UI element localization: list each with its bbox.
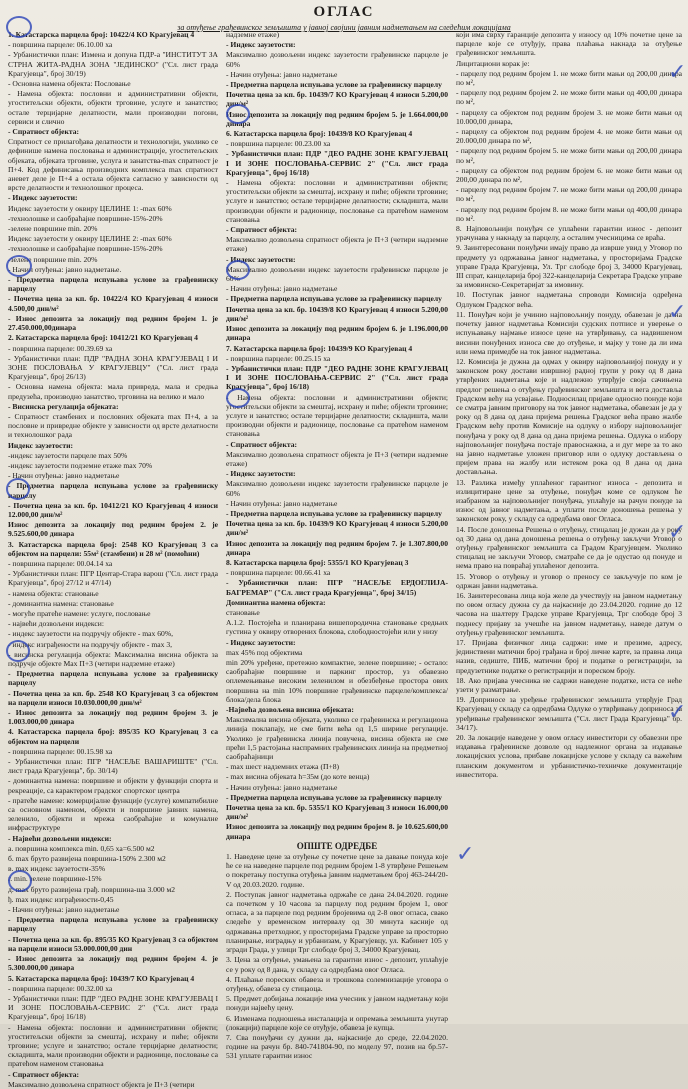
col2-paragraph: -Највећа дозвољена висина објеката:	[226, 705, 354, 715]
col2-paragraph: - Индекс заузетости:	[226, 254, 296, 264]
col1-paragraph: - Основна намена објекта: Пословање	[8, 79, 131, 89]
col2-paragraph: - површина парцеле: 00.23.00 ха	[226, 139, 331, 149]
col1-paragraph: 5. Катастарска парцела број: 10439/7 КО Крагујевац 4	[8, 973, 195, 983]
col2-paragraph: 7. Катастарска парцела број: 10439/9 КО Крагујевац 4	[226, 343, 413, 353]
col1-paragraph: - Урбанистички план: Измена и допуна ПДР-а "ИНСТИТУТ ЗА СТРНА ЖИТА-РАДНА ЗОНА "ЈЕДИНСКО" ("Сл. лист града Крагујевца", број 30/19)	[8, 50, 218, 78]
col1-paragraph: - Предметна парцела испуњава услове за грађевинску парцелу	[8, 275, 218, 294]
col2-paragraph: 6. Катастарска парцела број: 10439/8 КО Крагујевац 4	[226, 129, 413, 139]
col1-paragraph: - Предметна парцела испуњава услове за грађевинску парцелу	[8, 669, 218, 688]
col1-paragraph: - Износ депозита за локацију под редним бројем 3. је 1.003.000,00 динара	[8, 708, 218, 727]
col1-paragraph: -индекс заузетости подземне етаже max 70%	[8, 460, 153, 470]
col2-paragraph: Почетна цена за кп. бр. 10439/9 КО Крагујевац 4 износи 5.200,00 дин/м²	[226, 519, 448, 538]
col2-paragraph: Износ депозита за локацију под редним бројем 7. је 1.307.800,00 динара	[226, 538, 448, 557]
col1-paragraph: - доминантна намена: површине и објекти у функцији спорта и рекреације, са карактером градског спортског центра	[8, 776, 218, 795]
col2-paragraph: надземне етаже)	[226, 30, 280, 39]
col3-paragraph: 12. Комисија је дужна да одмах у оквиру најповољнијој понуду и у законском року достави извршној радној групи у року од 8 дана утврђених надметања које и надлежно утврђује своја сачињена предлог решења о отуђењу грађевинског земљишта и вега доставља Градском већу на усвајање. Подносилац пријаве односно понуде који се сматра јавним приговору на ток јавног надметања, обавезан је да у року од 8 дана од дана пријема решења Градског већа право жалбе Градском већу против Комисије на одлуку о избору најповољнијег понуђача у року од 8 дана од дана пријема решења. Одлука о избору најповољнијег понуђача постаје правоснажна, а и дуг мере за то ако на јавно надметање уложен приговор или о одлуку достављена о пријем права на жалбу или истеком рока од 8 дана од дана достављања.	[456, 356, 682, 477]
col3-paragraph: 10. Поступак јавног надметања спроводи Комисија одређена Одлуком Градског већа.	[456, 290, 682, 309]
col2-paragraph: 6. Изменама подношења инсталација и опремања земљишта унутар (локацији) парцеле које се отуђује, обавеза је купца.	[226, 1013, 448, 1032]
col1-paragraph: - Урбанистички план: ПДР "ДЕО РАДНЕ ЗОНЕ КРАГУЈЕВАЦ I И ЗОНЕ ПОСЛОВАЊА-СЕРВИС 2" ("Сл. лист града Крагујевца", број 16/18)	[8, 993, 218, 1022]
col3-paragraph: 11. Понуђач који је учинио најповољнију понуду, обавезан је да на почетку јавног надметања Комисији судских потписе и уверење о испуњавању најмање износе цене на утврђивању, са надвишеном висини понуђених износа све до отуђење, и мајку у тоне да ли има или нема примедбе на ток јавног надметања.	[456, 309, 682, 356]
col1-paragraph: - Начин отуђења: јавно надметање	[8, 905, 120, 915]
col1-paragraph: Индекс заузетости у оквиру ЦЕЛИНЕ 1: -max 60%	[8, 203, 172, 213]
col2-paragraph: - Предметна парцела испуњава услове за грађевинску парцелу	[226, 294, 442, 304]
col2-paragraph: - max шест надземних етажа (П+8)	[226, 762, 340, 772]
col1-paragraph: - површина парцеле: 00.15.98 ха	[8, 746, 113, 756]
col1-paragraph: - Највећи дозвољени индекси:	[8, 833, 112, 843]
col1-paragraph: - Урбанистички план: ПДР "РАДНА ЗОНА КРАГУЈЕВАЦ I И ЗОНЕ ПОСЛОВАЊА У КРАГУЈЕВЦУ" ("Сл. лист града Крагујевца", број 26/13)	[8, 353, 218, 382]
col2-paragraph: - Предметна парцела испуњава услове за грађевинску парцелу	[226, 508, 442, 518]
handwritten-check-mark: ✓	[456, 842, 475, 867]
col1-paragraph: ђ. max индекс изграђености-0,45	[8, 894, 114, 904]
col3-paragraph: Лицитациони корак је:	[456, 58, 530, 68]
col1-paragraph: - Намена објекта: пословни и административни објекти, угоститељски објекти, објекти трговине, услуге и занатство; остале терцијарне делатности, мали производни погони, сервиси и слично	[8, 89, 218, 126]
col1-paragraph: 1. Катастарска парцела број: 10422/4 КО Крагујевац 4	[8, 30, 195, 39]
col2-paragraph: - површина парцеле: 00.66.41 ха	[226, 568, 331, 578]
col2-paragraph: Максимално дозвољена спратност објекта је П+3 (четири надземне етаже)	[226, 235, 448, 254]
col1-paragraph: - Износ депозита за локацију под редним бројем 4. је 5.300.000,00 динара	[8, 954, 218, 973]
col1-paragraph: д. max бруто развијена грађ. површина-ша 3.000 м2	[8, 884, 176, 894]
col2-paragraph: - Урбанистички план: ПДР "ДЕО РАДНЕ ЗОНЕ КРАГУЈЕВАЦ I И ЗОНЕ ПОСЛОВАЊА-СЕРВИС 2" ("Сл. лист града Крагујевца", број 16/18)	[226, 363, 448, 392]
col1-paragraph: - Почетна цена за кп. бр. 2548 КО Крагујевац 3 са објектом на парцели износи 10.030.000,00 дин/м²	[8, 688, 218, 707]
col1-paragraph: - Начин отуђења: јавно надметање	[8, 471, 120, 481]
col3-paragraph: 19. Доприносе за уређење грађевинског земљишта утврђује Град Крагујевац у складу са одредбама Одлуке о утврђивању доприноса за уређивање грађевинског земљишта ("Сл. лист Града Крагујевца" бр. 34/17).	[456, 695, 682, 732]
col1-paragraph: - површина парцеле: 00.32.00 ха	[8, 983, 113, 993]
col1-paragraph: - површина парцеле: 00.39.69 ха	[8, 343, 113, 353]
col3-paragraph: - парцелу под редним бројем 8. не може бити мањи од 400,00 динара по м².	[456, 204, 682, 223]
col2-paragraph: - Начин отуђења: јавно надметање	[226, 498, 338, 508]
col3-paragraph: - парцелу са објектом под редним бројем 3. не може бити мањи од 10.000,00 динара,	[456, 107, 682, 126]
col1-paragraph: - Урбанистички план: ПГР "НАСЕЉЕ ВАШАРИШТЕ" ("Сл. лист града Крагујевца", бр. 30/14)	[8, 757, 218, 776]
col3-paragraph: - парцелу под редним бројем 1. не може бити мањи од 200,00 динара по м²,	[456, 68, 682, 88]
col1-paragraph: 3. Катастарска парцела број: 2548 КО Крагујевац 3 са објектом на парцели: 55м² (стамбени) и 28 м² (помоћни)	[8, 539, 218, 558]
col2-paragraph: А.1.2. Постојећа и планирана вишепородична становање средњих густина у оквиру отворених блокова, слободностојећи или у низу	[226, 618, 448, 637]
col3-paragraph: 15. Уговор о отуђењу и уговор о преносу се закључује по ком је одржан јавни надметања.	[456, 571, 682, 590]
column-left	[8, 30, 218, 1089]
col3-paragraph: - парцелу са објектом под редним бројем 6. не може бити мањи од 200,00 динара по м²,	[456, 165, 682, 185]
col1-paragraph: в. max индекс заузетости-35%	[8, 864, 106, 874]
col1-paragraph: -технолошке и саобраћајне површине-15%-20%	[8, 244, 163, 254]
col3-paragraph: 8. Најповољнији понуђач се уплаћени гарантни износ - депозит урачунава у накнаду за парцелу, а осталим учесницима се враћа.	[456, 224, 682, 243]
handwritten-check-mark: ✓	[668, 520, 687, 545]
col3-paragraph: 16. Заинтересована лица која желе да учествују на јавном надметању по овом огласу дужна су да најкасније до 23.04.2020. године до 12 часова на шалтеру Градске управе Крагујевца, Трг слободе број 3 поднесу пријаву за учешће на јавном надметању, наведе датум о отуђењу грађевинског земљишта.	[456, 590, 682, 637]
handwritten-check-mark: ✓	[668, 700, 687, 725]
col2-paragraph: - Намена објекта: пословни и административни објекти; угоститељски објекти за смештај, исхрану и пиће; објекти трговине; услуге и занатство; остале терцијарне делатности; складишта, мали производни објекти и радионице, пословање са пратећом наменом становања	[226, 178, 448, 224]
col2-paragraph: Почетна цена за кп. бр. 10439/7 КО Крагујевац 4 износи 5.200,00 дин/м²	[226, 90, 448, 109]
col2-paragraph: ОПШТЕ ОДРЕДБЕ	[296, 840, 378, 851]
col1-paragraph: - намена објекта: становање	[8, 588, 99, 598]
col1-paragraph: - доминантна намена: становање	[8, 598, 114, 608]
col2-paragraph: max 45% под објектима	[226, 647, 303, 657]
col2-paragraph: Износ депозита за локацију под редним бројем 5. је 1.664.000,00 динара	[226, 109, 448, 128]
col2-paragraph: Износ депозита за локацију под редним бројем 8. је 10.625.600,00 динара	[226, 822, 448, 841]
col1-paragraph: - висинска регулација објекта: Максимална висина објекта за подручје објекте Мах П+3 (четири надземне етаже)	[8, 649, 218, 668]
col1-paragraph: - површина парцеле: 06.10.00 ха	[8, 40, 113, 50]
col3-paragraph: 13. Разлика између уплаћеног гарантног износа - депозита и излицитиране цене за отуђење, понуђач коме се одлуком ће изабраном за најповољнијег понуђача, уплаћује на рачун понуде за износ од јавног надметања, а уплати после доношења решења у законском року, у складу са одредбама овог Огласа.	[456, 477, 682, 524]
col2-paragraph: - Начин отуђења: јавно надметање	[226, 782, 338, 792]
col2-paragraph: 8. Катастарска парцела број: 5355/1 КО Крагујевац 3	[226, 557, 409, 567]
handwritten-check-mark: ✓	[668, 300, 687, 325]
col2-paragraph: - Спратност објекта:	[226, 225, 298, 235]
col1-paragraph: Износ депозита за локацију под редним бројем 2. је 9.525.600,00 динара	[8, 520, 218, 539]
col3-paragraph: 18. Ако пријава учесника не садржи наведене податке, иста се неће узети у разматрање.	[456, 675, 682, 695]
column-middle	[226, 30, 448, 1061]
col2-paragraph: Максимално дозвољени индекс заузетости грађевинске парцеле је 60%	[226, 479, 448, 498]
notice-subtitle: за отуђење грађевинског земљишта у јавној својини јавним надметањем на следећим локацијама	[177, 23, 511, 32]
handwritten-check-mark: ✓	[668, 60, 687, 85]
col2-paragraph: Максимално дозвољени индекс заузетости грађевинске парцеле је 60%	[226, 50, 448, 69]
col1-paragraph: - Почетна цена за кп. бр. 895/35 КО Крагујевац 3 са објектом на парцели износи 53.000.000,00 дин	[8, 934, 218, 953]
col3-paragraph: 9. Заинтересовани понуђачи имају право да изврше увид у Уговор по предмету уз одржавања јавног надметања, у просторијама Градске управе Града Крагујевца, Ул. Трг слободе број 3, 34000 Крагујевац, III спрат, канцеларија број 322-канцеларија Секретара Градске управе за имовинско-Секретаријат за имовину.	[456, 243, 682, 290]
col2-paragraph: 5. Предмет добијања локације има учесник у јавном надметању који понуди највећу цену.	[226, 994, 448, 1013]
col1-paragraph: Индекс заузетости:	[8, 440, 74, 450]
col1-paragraph: - највећи дозвољени индекси:	[8, 619, 104, 629]
col2-paragraph: - Спратност објекта:	[226, 439, 298, 449]
col1-paragraph: 2. Катастарска парцела број: 10412/21 КО Крагујевац 4	[8, 333, 198, 343]
col3-paragraph: - парцелу са објектом под редним бројем 4. не може бити мањи од 20.000,00 динара по м²,	[456, 127, 682, 146]
col1-paragraph: -технолошке и саобраћајне површине-15%-20%	[8, 213, 163, 223]
col2-paragraph: Износ депозита за локацију под редним бројем 6. је 1.196.000,00 динара	[226, 324, 448, 343]
col1-paragraph: - Износ депозита за локацију под редним бројем 1. је 27.450.000,00динара	[8, 313, 218, 333]
col1-paragraph: Максимално дозвољена спратност објекта је П+3 (четири	[8, 1079, 195, 1089]
col1-paragraph: - Спратност објекта:	[8, 127, 80, 137]
col3-paragraph: 20. За локације наведене у овом огласу инвеститори су обавезни пре издавања грађевинске дозволе од надлежног органа за издавање локацијских услова, прибаве локацијске услове у складу са важећим планским документом и урбанистичко-техничке документације инвеститора.	[456, 733, 682, 779]
col3-paragraph: који има сврху гаранције депозита у износу од 10% почетне цене за парцеле које се отуђују, права плаћања накнада за отуђење грађевинског земљишта.	[456, 30, 682, 58]
col2-paragraph: 4. Плаћање пореских обавеза и трошкова солемнизације уговора о отуђењу, обавеза су стицаоца.	[226, 974, 448, 993]
col1-paragraph: Индекс заузетости у оквиру ЦЕЛИНЕ 2: -max 60%	[8, 234, 172, 244]
col1-paragraph: -зелене површине min. 20%	[8, 224, 98, 234]
col1-paragraph: - површина парцеле: 00.04.14 ха	[8, 558, 113, 568]
col2-paragraph: 2. Поступак јавног надметања одржаће се дана 24.04.2020. године са почетком у 10 часова за парцелу под редним бројем 1, овог огласа, а за парцеле под редним бројевима од 2-8 овог огласа, свако следеће у временском интервалу од 30 минута касније од одржавања претходног, у просторијама Градске управе за просторно планирање, изградњу и урбанизам, у Крагујевцу, ул. Кабинет 105 у згради Града, у улици Трг слободе број 3, 34000 Крагујевац.	[226, 889, 448, 955]
col2-paragraph: Максимална висина објеката, уколико се грађевинска и регулациона линија поклапају, не сме бити већа од 1,5 ширине регулације. Уколико је грађевинска линија повучена, висина објекта не сме прећи 1,5 растојања наспрамних грађевинских линија на предметној саобраћајници	[226, 715, 448, 762]
col1-paragraph: - Спратност стамбених и пословних објеката max П+4, а за пословне и привредне објекте у зависности од врсте делатности и технолошког рада	[8, 411, 218, 440]
notice-title: ОГЛАС	[313, 4, 375, 20]
col1-paragraph: -зелене површине min. 20%	[8, 254, 98, 264]
col2-paragraph: - Начин отуђења: јавно надметање	[226, 69, 338, 79]
col2-paragraph: - Урбанистички план: ПГР "НАСЕЉЕ ЕРДОГЛИЈА-БАГРЕМАР" ("Сл. лист града Крагујевца", број 34/15)	[226, 578, 448, 597]
col3-paragraph: - парцелу под редним бројем 2. не може бити мањи од 400,00 динара по м²,	[456, 88, 682, 107]
col3-paragraph: 14. После доношења Решења о отуђењу, стицалац је дужан да у року од 30 дана од дана доношења решења о отуђењу закључи Уговор о отуђењу грађевинског земљишта са Градом Крагујевцем. Уколико стицалац не закључи Уговор, сматраће се да је одустао од понуде и нема право на повраћај уплаћеног депозита.	[456, 524, 682, 571]
col1-paragraph: г. min. зелене површине-15%	[8, 874, 102, 884]
col1-paragraph: - Намена објекта: пословни и административни објекти; угоститељски објекти за смештај, исхрану и пиће; објекти трговине; услуге и занатство; остале терцијарне делатности; складишта, мали производни објекти и радионице, пословање са пратећом наменом становања	[8, 1022, 218, 1069]
col2-paragraph: - Индекс заузетости:	[226, 40, 296, 50]
col1-paragraph: - Спратност објекта:	[8, 1069, 80, 1079]
col2-paragraph: Почетна цена за кп. бр. 5355/1 КО Крагујевац 3 износи 16.000,00 дин/м²	[226, 803, 448, 822]
col2-paragraph: 1. Наведене цене за отуђење су почетне цене за давање понуда које ће се на наведене парцеле под редним бројем 1-8 утврђене Решењем о покретању поступка отуђења јавним надметањем број 463-244/20-V од 20.03.2020. године.	[226, 852, 448, 889]
col1-paragraph: - Висинска регулација објеката:	[8, 401, 119, 411]
col1-paragraph: 4. Катастарска парцела број: 895/35 КО Крагујевац 3 са објектом на парцели	[8, 727, 218, 746]
col1-paragraph: а. површина комплекса min. 0,65 ха=6.500 м2	[8, 843, 155, 853]
col1-paragraph: - Основна намена објекта: мала привреда, мала и средња предузећа, производно занатство, трговина на велико и мало	[8, 382, 218, 401]
col2-paragraph: - Индекс заузетости:	[226, 637, 296, 647]
col1-paragraph: б. max бруто развијена површина-150% 2.300 м2	[8, 854, 166, 864]
col1-paragraph: - Предметна парцела испуњава услове за грађевинску парцелу	[8, 915, 218, 934]
col2-paragraph: 3. Цена за отуђење, умањена за гарантни износ - депозит, уплаћује се у року од 8 дана, у складу са одредбама овог Огласа.	[226, 955, 448, 974]
col1-paragraph: - Начин отуђења: јавно надметање.	[8, 264, 122, 274]
col1-paragraph: - пратеће намене: комерцијалне функције (услуге) компатибилне са основном наменом, објекти и површине јавних намена, зеленило, објекти и мрежа саобраћајне и комуналне инфраструктуре	[8, 795, 218, 833]
col2-paragraph: 7. Сва понуђачи су дужни да, најкасније до среде, 22.04.2020. године на рачун бр. 840-741804-90, по моделу 97, позив на бр.57-531 уплате гарантни износ	[226, 1032, 448, 1061]
col2-paragraph: - површина парцеле: 00.25.15 ха	[226, 353, 331, 363]
col1-paragraph: - Урбанистички план: ПГР Центар-Стара варош ("Сл. лист града Крагујевца", број 27/12 и 47/14)	[8, 569, 218, 588]
col2-paragraph: - Урбанистички план: ПДР "ДЕО РАДНЕ ЗОНЕ КРАГУЈЕВАЦ I И ЗОНЕ ПОСЛОВАЊА-СЕРВИС 2" ("Сл. лист града Крагујевца", број 16/18)	[226, 149, 448, 177]
col3-paragraph: 17. Пријава физичког лица садржи: име и презиме, адресу, јединствени матични број грађана и број личне карте, за правна лица назив, седиште, ПИБ, матични број и податке о регистрацији, за предузетнике податке о регистрацији и пореском броју.	[456, 638, 682, 675]
col3-paragraph: - парцелу под редним бројем 7. не може бити мањи од 200,00 динара по м²,	[456, 185, 682, 204]
col2-paragraph: становање	[226, 607, 260, 617]
col2-paragraph: - Предметна парцела испуњава услове за грађевинску парцелу	[226, 792, 442, 802]
col2-paragraph: Доминантна намена објекта:	[226, 597, 326, 607]
col1-paragraph: - Индекс заузетости:	[8, 193, 78, 203]
col1-paragraph: - Предметна парцела испуњава услове за грађевинску парцелу	[8, 481, 218, 500]
col2-paragraph: Максимално дозвољена спратност објекта је П+3 (четири надземне етаже)	[226, 449, 448, 468]
col2-paragraph: - Индекс заузетости:	[226, 469, 296, 479]
col1-paragraph: - Почетна цена за кп. бр. 10422/4 КО Крагујевац 4 износи 4.500,00 дин/м²	[8, 294, 218, 313]
col1-paragraph: - Почетна цена за кп. бр. 10412/21 КО Крагујевац 4 износи 12.000,00 дин/м²	[8, 500, 218, 519]
notice-header	[0, 4, 688, 32]
col1-paragraph: -индекс заузетости парцеле max 50%	[8, 450, 128, 460]
col2-paragraph: Максимално дозвољени индекс заузетости грађевинске парцеле је 60%	[226, 264, 448, 284]
col2-paragraph: - max висина објеката h=35м (до коте венца)	[226, 772, 370, 782]
col1-paragraph: - индекс заузетости на подручју објекте - max 60%,	[8, 629, 174, 639]
column-right	[456, 30, 682, 1020]
col2-paragraph: min 20% уређене, претежно компактне, зелене површине; - остало: саобраћајне површине и паркинг простор, уз обавезно оплемењивање високим зеленилом и обезбеђење простора ових површина на min 10% површине грађевинске парцеле/комплекса/блока/дела блока	[226, 658, 448, 704]
col1-paragraph: - могуће пратеће намене: услуге, пословање	[8, 608, 151, 618]
col2-paragraph: Почетна цена за кп. бр. 10439/8 КО Крагујевац 4 износи 5.200,00 дин/м²	[226, 304, 448, 323]
col2-paragraph: - Предметна парцела испуњава услове за грађевинску парцелу	[226, 80, 442, 90]
col3-paragraph: - парцелу под редним бројем 5. не може бити мањи од 200,00 динара по м²,	[456, 146, 682, 165]
col2-paragraph: - Начин отуђења: јавно надметање	[226, 284, 338, 294]
col1-paragraph: - индекс изграђености на подручју објекте - max 3,	[8, 639, 173, 649]
col2-paragraph: - Намена објекта: пословни и административни објекти; угоститељски објекти за смештај, исхрану и пиће; објекти трговине; услуге и занатство; остале терцијарне делатности; складишта, мали производни објекти и радионице, пословање са пратећом наменом становања	[226, 392, 448, 439]
col1-paragraph: Спратност се прилагођава делатности и технологији, уколико се дефинише намена пословања и администрације, угоститељских објеката, објеката трговине, услуга и занатства-max спратност је П+4. Код дефинисања производних комплекса max спратност аневет деле је П+4 а остала објекта сагласно у зависности од врсте делатности и технолошког процеса.	[8, 137, 218, 193]
